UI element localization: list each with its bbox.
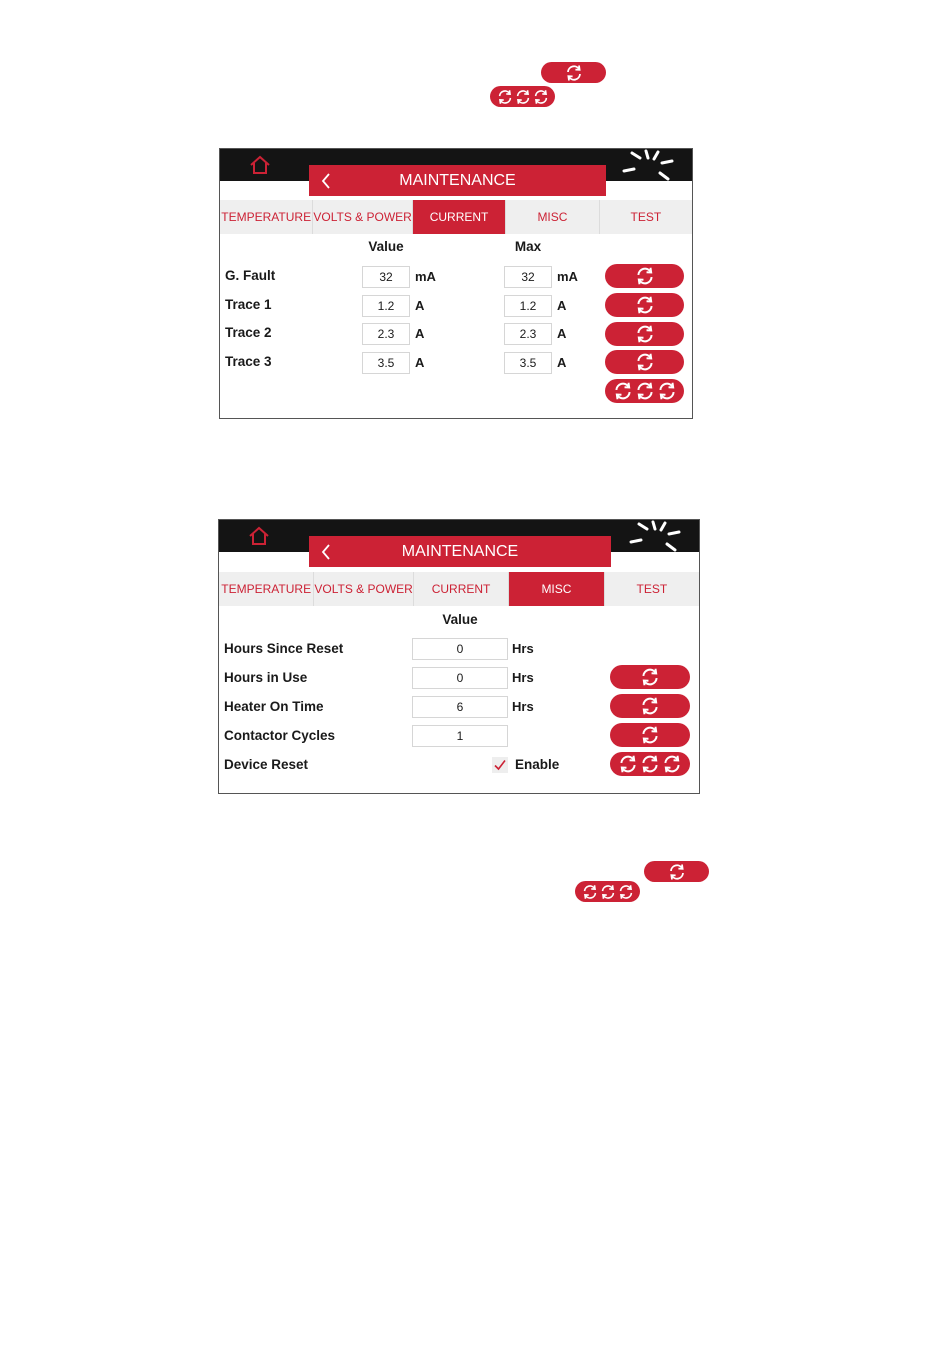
reset-contactor-cycles-button[interactable] xyxy=(610,723,690,747)
reset-icon xyxy=(634,294,656,316)
trace-1-max-unit: A xyxy=(557,298,567,313)
tab-misc[interactable]: MISC xyxy=(506,200,599,234)
reset-icon xyxy=(634,323,656,345)
reset-icon xyxy=(661,753,683,775)
heater-on-time-field: 6 xyxy=(412,696,508,718)
row-label-trace-3: Trace 3 xyxy=(225,354,272,369)
trace-2-max-field: 2.3 xyxy=(504,323,552,345)
reset-icon xyxy=(634,351,656,373)
tab-bar xyxy=(219,572,699,606)
trace-2-value-field: 2.3 xyxy=(362,323,410,345)
reset-icon xyxy=(639,695,661,717)
page-title xyxy=(309,536,611,567)
row-label-trace-1: Trace 1 xyxy=(225,297,272,312)
tab-misc[interactable]: MISC xyxy=(509,572,604,606)
reset-icon xyxy=(514,88,532,106)
page-title-text: MAINTENANCE xyxy=(399,171,516,189)
row-label-device-reset: Device Reset xyxy=(224,757,309,772)
trace-1-value-field: 1.2 xyxy=(362,295,410,317)
reset-all-button[interactable] xyxy=(605,379,684,403)
maintenance-misc-screen xyxy=(218,519,700,794)
enable-checkbox[interactable] xyxy=(492,757,508,773)
tab-temperature[interactable]: TEMPERATURE xyxy=(220,200,313,234)
value-column-header: Value xyxy=(442,612,478,627)
reset-icon xyxy=(599,883,617,901)
loading-spinner-icon xyxy=(622,149,682,183)
max-column-header: Max xyxy=(514,239,542,254)
maintenance-current-screen xyxy=(219,148,693,419)
reset-icon xyxy=(639,753,661,775)
trace-3-value-field: 3.5 xyxy=(362,352,410,374)
reset-icon xyxy=(634,265,656,287)
row-label-g-fault: G. Fault xyxy=(225,268,276,283)
reset-trace-2-button[interactable] xyxy=(605,322,684,346)
home-icon[interactable] xyxy=(247,525,271,547)
reset-icon xyxy=(581,883,599,901)
tab-bar xyxy=(220,200,692,234)
trace-3-max-field: 3.5 xyxy=(504,352,552,374)
legend-reset-all-button-icon xyxy=(490,86,555,107)
reset-icon xyxy=(667,862,687,882)
checkmark-icon xyxy=(492,757,508,773)
reset-icon xyxy=(496,88,514,106)
row-label-heater-on-time: Heater On Time xyxy=(224,699,324,714)
reset-heater-on-time-button[interactable] xyxy=(610,694,690,718)
back-icon[interactable] xyxy=(319,542,333,562)
reset-icon xyxy=(617,753,639,775)
page-title-text: MAINTENANCE xyxy=(401,542,519,560)
tab-test[interactable]: TEST xyxy=(630,210,662,224)
reset-icon xyxy=(634,380,656,402)
row-label-contactor-cycles: Contactor Cycles xyxy=(224,728,336,743)
home-icon[interactable] xyxy=(248,154,272,176)
g-fault-max-field: 32 xyxy=(504,266,552,288)
reset-icon xyxy=(656,380,678,402)
tab-temperature[interactable]: TEMPERATURE xyxy=(219,572,314,606)
g-fault-value-field: 32 xyxy=(362,266,410,288)
g-fault-max-unit: mA xyxy=(557,269,578,284)
tab-volts-power[interactable]: VOLTS & POWER xyxy=(313,200,412,234)
reset-icon xyxy=(639,666,661,688)
hours-since-reset-unit: Hrs xyxy=(512,641,534,656)
page-title xyxy=(309,165,606,196)
legend-reset-all-button-icon-2 xyxy=(575,881,640,902)
row-label-trace-2: Trace 2 xyxy=(225,325,272,340)
value-column-header: Value xyxy=(368,239,404,254)
row-label-hours-since-reset: Hours Since Reset xyxy=(224,641,344,656)
hours-since-reset-field: 0 xyxy=(412,638,508,660)
reset-icon xyxy=(532,88,550,106)
trace-3-value-unit: A xyxy=(415,355,425,370)
loading-spinner-icon xyxy=(629,520,689,554)
legend-reset-button-icon-2 xyxy=(644,861,709,882)
tab-test[interactable]: TEST xyxy=(636,582,668,596)
trace-1-max-field: 1.2 xyxy=(504,295,552,317)
legend-reset-button-icon xyxy=(541,62,606,83)
reset-g-fault-button[interactable] xyxy=(605,264,684,288)
trace-1-value-unit: A xyxy=(415,298,425,313)
reset-icon xyxy=(564,63,584,83)
back-icon[interactable] xyxy=(319,171,333,191)
hours-in-use-field: 0 xyxy=(412,667,508,689)
reset-icon xyxy=(612,380,634,402)
reset-hours-in-use-button[interactable] xyxy=(610,665,690,689)
reset-trace-3-button[interactable] xyxy=(605,350,684,374)
trace-3-max-unit: A xyxy=(557,355,567,370)
enable-label: Enable xyxy=(515,757,560,772)
trace-2-value-unit: A xyxy=(415,326,425,341)
row-label-hours-in-use: Hours in Use xyxy=(224,670,308,685)
device-reset-button[interactable] xyxy=(610,752,690,776)
contactor-cycles-field: 1 xyxy=(412,725,508,747)
g-fault-value-unit: mA xyxy=(415,269,436,284)
tab-current[interactable]: CURRENT xyxy=(414,572,509,606)
reset-icon xyxy=(639,724,661,746)
tab-current[interactable]: CURRENT xyxy=(413,200,506,234)
reset-icon xyxy=(617,883,635,901)
reset-trace-1-button[interactable] xyxy=(605,293,684,317)
hours-in-use-unit: Hrs xyxy=(512,670,534,685)
heater-on-time-unit: Hrs xyxy=(512,699,534,714)
tab-volts-power[interactable]: VOLTS & POWER xyxy=(314,572,413,606)
trace-2-max-unit: A xyxy=(557,326,567,341)
